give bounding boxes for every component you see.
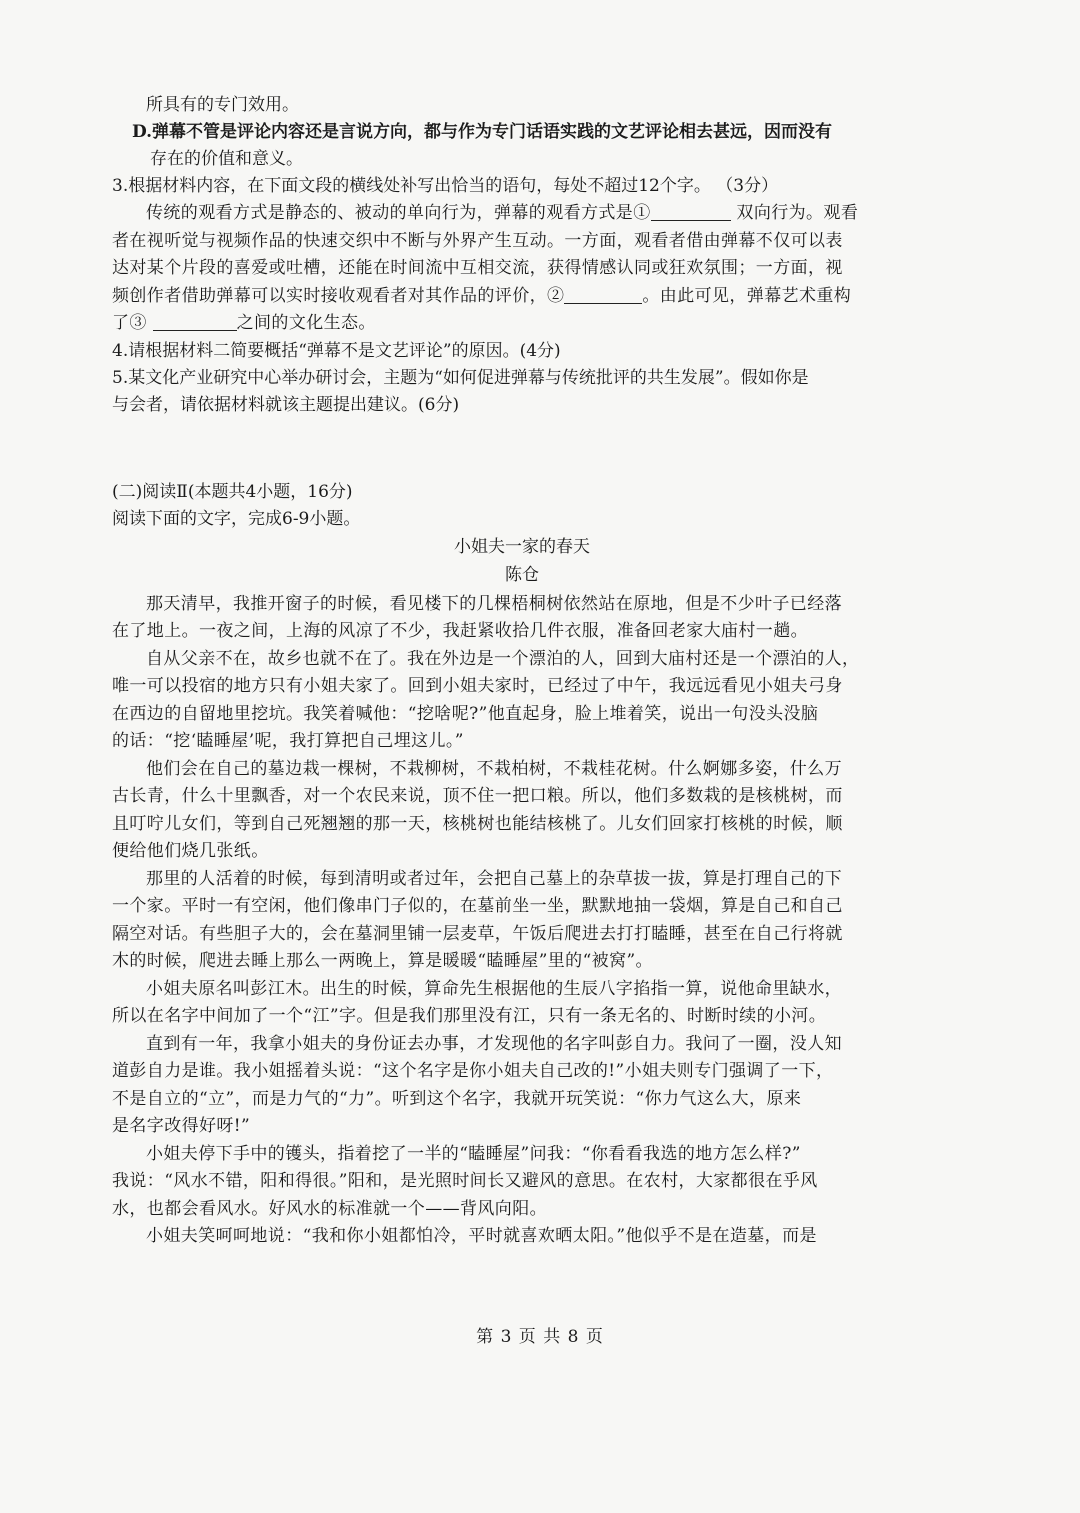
section-2-instruction: 阅读下面的文字，完成6-9小题。 bbox=[112, 508, 361, 529]
question-3-stem: 3.根据材料内容，在下面文段的横线处补写出恰当的语句，每处不超过12个字。 （3分） bbox=[112, 176, 779, 196]
question-5-line1: 5.某文化产业研究中心举办研讨会，主题为“如何促进弹幕与传统批评的共生发展”。假如你是 bbox=[112, 367, 809, 388]
story-paragraph-line: 小姐夫笑呵呵地说：“我和你小姐都怕冷，平时就喜欢晒太阳。”他似乎不是在造墓，而是 bbox=[146, 1226, 817, 1246]
story-paragraph-line: 且叮咛儿女们，等到自己死翘翘的那一天，核桃树也能结核桃了。儿女们回家打核桃的时候，顺 bbox=[112, 813, 843, 834]
story-paragraph-line: 的话：“挖‘瞌睡屋’呢，我打算把自己埋这儿。” bbox=[112, 731, 464, 751]
story-paragraph-line: 我说：“风水不错，阳和得很。”阳和，是光照时间长又避风的意思。在农村，大家都很在乎风 bbox=[112, 1171, 818, 1191]
section-2-heading: (二)阅读Ⅱ(本题共4小题，16分) bbox=[112, 481, 353, 502]
story-paragraph-line: 不是自立的“立”，而是力气的“力”。听到这个名字，我就开玩笑说：“你力气这么大，原来 bbox=[112, 1088, 802, 1109]
story-paragraph-line: 一个家。平时一有空闲，他们像串门子似的，在墓前坐一坐，默默地抽一袋烟，算是自己和自己 bbox=[112, 896, 843, 916]
story-paragraph-line: 便给他们烧几张纸。 bbox=[112, 841, 269, 861]
story-paragraph-line: 在了地上。一夜之间，上海的风凉了不少，我赶紧收拾几件衣服，准备回老家大庙村一趟。 bbox=[112, 621, 808, 641]
question-3-line2: 者在视听觉与视频作品的快速交织中不断与外界产生互动。一方面，观看者借由弹幕不仅可以表 bbox=[112, 230, 843, 251]
story-paragraph-line: 古长青，什么十里飘香，对一个农民来说，顶不住一把口粮。所以，他们多数栽的是核桃树，而 bbox=[112, 786, 843, 806]
story-paragraph-line: 唯一可以投宿的地方只有小姐夫家了。回到小姐夫家时，已经过了中午，我远远看见小姐夫弓身 bbox=[112, 676, 843, 696]
answer-blank-2[interactable] bbox=[564, 285, 642, 304]
q3-text: 双向行为。观看 bbox=[736, 203, 859, 223]
choice-d-line2: 存在的价值和意义。 bbox=[150, 149, 303, 169]
question-3-line1 bbox=[112, 200, 932, 228]
q3-text: 了③ bbox=[112, 313, 147, 333]
choice-c-tail: 所具有的专门效用。 bbox=[146, 95, 299, 115]
story-paragraph-line: 所以在名字中间加了一个“江”字。但是我们那里没有江，只有一条无名的、时断时续的小河。 bbox=[112, 1006, 827, 1026]
story-paragraph-line: 是名字改得好呀!” bbox=[112, 1116, 251, 1136]
page-content bbox=[112, 92, 932, 1251]
story-paragraph-line: 自从父亲不在，故乡也就不在了。我在外边是一个漂泊的人，回到大庙村还是一个漂泊的人， bbox=[146, 648, 860, 669]
story-paragraph-line: 水，也都会看风水。好风水的标准就一个——背风向阳。 bbox=[112, 1198, 547, 1219]
story-paragraph-line: 那天清早，我推开窗子的时候，看见楼下的几棵梧桐树依然站在原地，但是不少叶子已经落 bbox=[146, 593, 842, 614]
question-3-line5 bbox=[112, 310, 932, 338]
question-3-line3: 达对某个片段的喜爱或吐槽，还能在时间流中互相交流，获得情感认同或狂欢氛围；一方面，视 bbox=[112, 258, 843, 278]
q3-text: 之间的文化生态。 bbox=[236, 313, 376, 333]
q3-text: 。由此可见，弹幕艺术重构 bbox=[642, 285, 852, 306]
choice-d-line1: D.弹幕不管是评论内容还是言说方向，都与作为专门话语实践的文艺评论相去甚远，因而没有 bbox=[132, 122, 833, 142]
q3-text: 频创作者借助弹幕可以实时接收观看者对其作品的评价，② bbox=[112, 285, 565, 306]
story-paragraph-line: 木的时候，爬进去睡上那么一两晚上，算是暖暖“瞌睡屋”里的“被窝”。 bbox=[112, 951, 653, 971]
story-paragraph-line: 那里的人活着的时候，每到清明或者过年，会把自己墓上的杂草拔一拔，算是打理自己的下 bbox=[146, 868, 842, 889]
page-footer: 第 3 页 共 8 页 bbox=[476, 1327, 604, 1347]
story-paragraph-line: 他们会在自己的墓边栽一棵树，不栽柳树，不栽柏树，不栽桂花树。什么婀娜多姿，什么万 bbox=[146, 758, 842, 779]
story-paragraph-line: 道彭自力是谁。我小姐摇着头说：“这个名字是你小姐夫自己改的!”小姐夫则专门强调了一下， bbox=[112, 1061, 834, 1081]
question-4: 4.请根据材料二简要概括“弹幕不是文艺评论”的原因。(4分) bbox=[112, 340, 561, 361]
story-paragraph-line: 小姐夫原名叫彭江木。出生的时候，算命先生根据他的生辰八字掐指一算，说他命里缺水， bbox=[146, 978, 842, 999]
story-paragraph-line: 直到有一年，我拿小姐夫的身份证去办事，才发现他的名字叫彭自力。我问了一圈，没人知 bbox=[146, 1033, 842, 1054]
q3-text: 传统的观看方式是静态的、被动的单向行为，弹幕的观看方式是① bbox=[146, 203, 651, 223]
story-title: 小姐夫一家的春天 bbox=[454, 536, 590, 557]
story-author: 陈仓 bbox=[505, 564, 539, 585]
question-5-line2: 与会者，请依据材料就该主题提出建议。(6分) bbox=[112, 394, 460, 415]
story-paragraph-line: 在西边的自留地里挖坑。我笑着喊他：“挖啥呢?”他直起身，脸上堆着笑，说出一句没头没脑 bbox=[112, 703, 819, 724]
question-3-line4 bbox=[112, 283, 932, 311]
story-body bbox=[112, 591, 932, 1251]
answer-blank-1[interactable] bbox=[651, 202, 731, 221]
story-paragraph-line: 隔空对话。有些胆子大的，会在墓洞里铺一层麦草，午饭后爬进去打打瞌睡，甚至在自己行将就 bbox=[112, 923, 843, 944]
answer-blank-3[interactable] bbox=[153, 312, 237, 331]
story-paragraph-line: 小姐夫停下手中的镬头，指着挖了一半的“瞌睡屋”问我：“你看看我选的地方怎么样?” bbox=[146, 1143, 801, 1164]
section-gap bbox=[112, 419, 932, 479]
